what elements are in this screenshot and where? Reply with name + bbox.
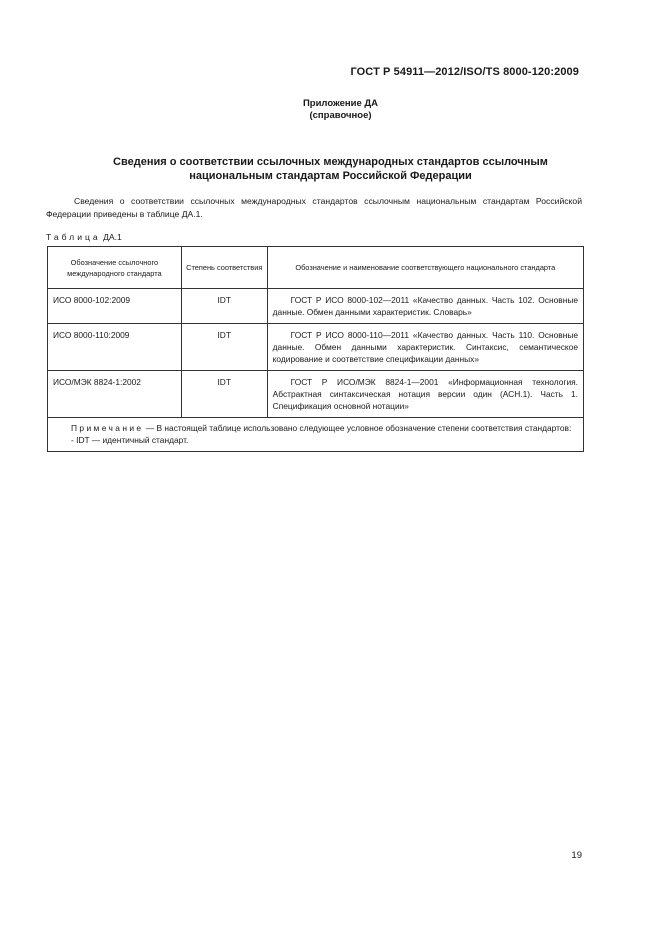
table-row [48, 371, 584, 418]
appendix-heading [0, 98, 661, 122]
note-item: - IDT — идентичный стандарт. [71, 434, 189, 445]
header-degree: Степень соответствия [181, 247, 267, 289]
table-caption-word: Таблица [46, 232, 101, 242]
correspondence-table [47, 246, 584, 452]
appendix-title: Приложение ДА [302, 98, 379, 109]
cell-degree: IDT [181, 324, 267, 371]
table-note [48, 418, 584, 452]
note-paragraph [53, 423, 578, 435]
header-ref-standard: Обозначение ссылочного международного стандарта [48, 247, 182, 289]
table-header-row [48, 247, 584, 289]
note-label: Примечание [71, 423, 144, 433]
section-title-line2: национальным стандартам Российской Федерации [189, 170, 472, 182]
table-caption-id: ДА.1 [103, 232, 122, 242]
appendix-subtitle: (справочное) [309, 110, 372, 121]
cell-ref: ИСО 8000-110:2009 [48, 324, 182, 371]
document-header: ГОСТ Р 54911—2012/ISO/TS 8000-120:2009 [350, 66, 579, 78]
table-note-row [48, 418, 584, 452]
section-title-line1: Сведения о соответствии ссылочных международных стандартов ссылочным [113, 156, 548, 168]
page-number: 19 [571, 850, 582, 861]
table-caption [46, 232, 122, 242]
cell-ref: ИСО/МЭК 8824-1:2002 [48, 371, 182, 418]
header-national-standard: Обозначение и наименование соответствующего национального стандарта [267, 247, 583, 289]
cell-national: ГОСТ Р ИСО 8000-102—2011 «Качество данных. Часть 102. Основные данные. Обмен данными характеристик. Словарь» [267, 289, 583, 324]
cell-ref: ИСО 8000-102:2009 [48, 289, 182, 324]
section-title [60, 155, 601, 183]
cell-national: ГОСТ Р ИСО/МЭК 8824-1—2001 «Информационная технология. Абстрактная синтаксическая нотация версии один (АСН.1). Часть 1. Спецификация основной нотации» [267, 371, 583, 418]
cell-degree: IDT [181, 289, 267, 324]
intro-paragraph: Сведения о соответствии ссылочных международных стандартов ссылочным национальным стандартам Российской Федерации приведены в таблице ДА.1. [46, 196, 582, 219]
cell-national: ГОСТ Р ИСО 8000-110—2011 «Качество данных. Часть 110. Основные данные. Обмен данными характеристик. Синтаксис, семантическое кодирование и соответствие спецификации данных» [267, 324, 583, 371]
cell-degree: IDT [181, 371, 267, 418]
table-row [48, 289, 584, 324]
note-text: — В настоящей таблице использовано следующее условное обозначение степени соответствия стандартов: [145, 423, 572, 433]
table-row [48, 324, 584, 371]
